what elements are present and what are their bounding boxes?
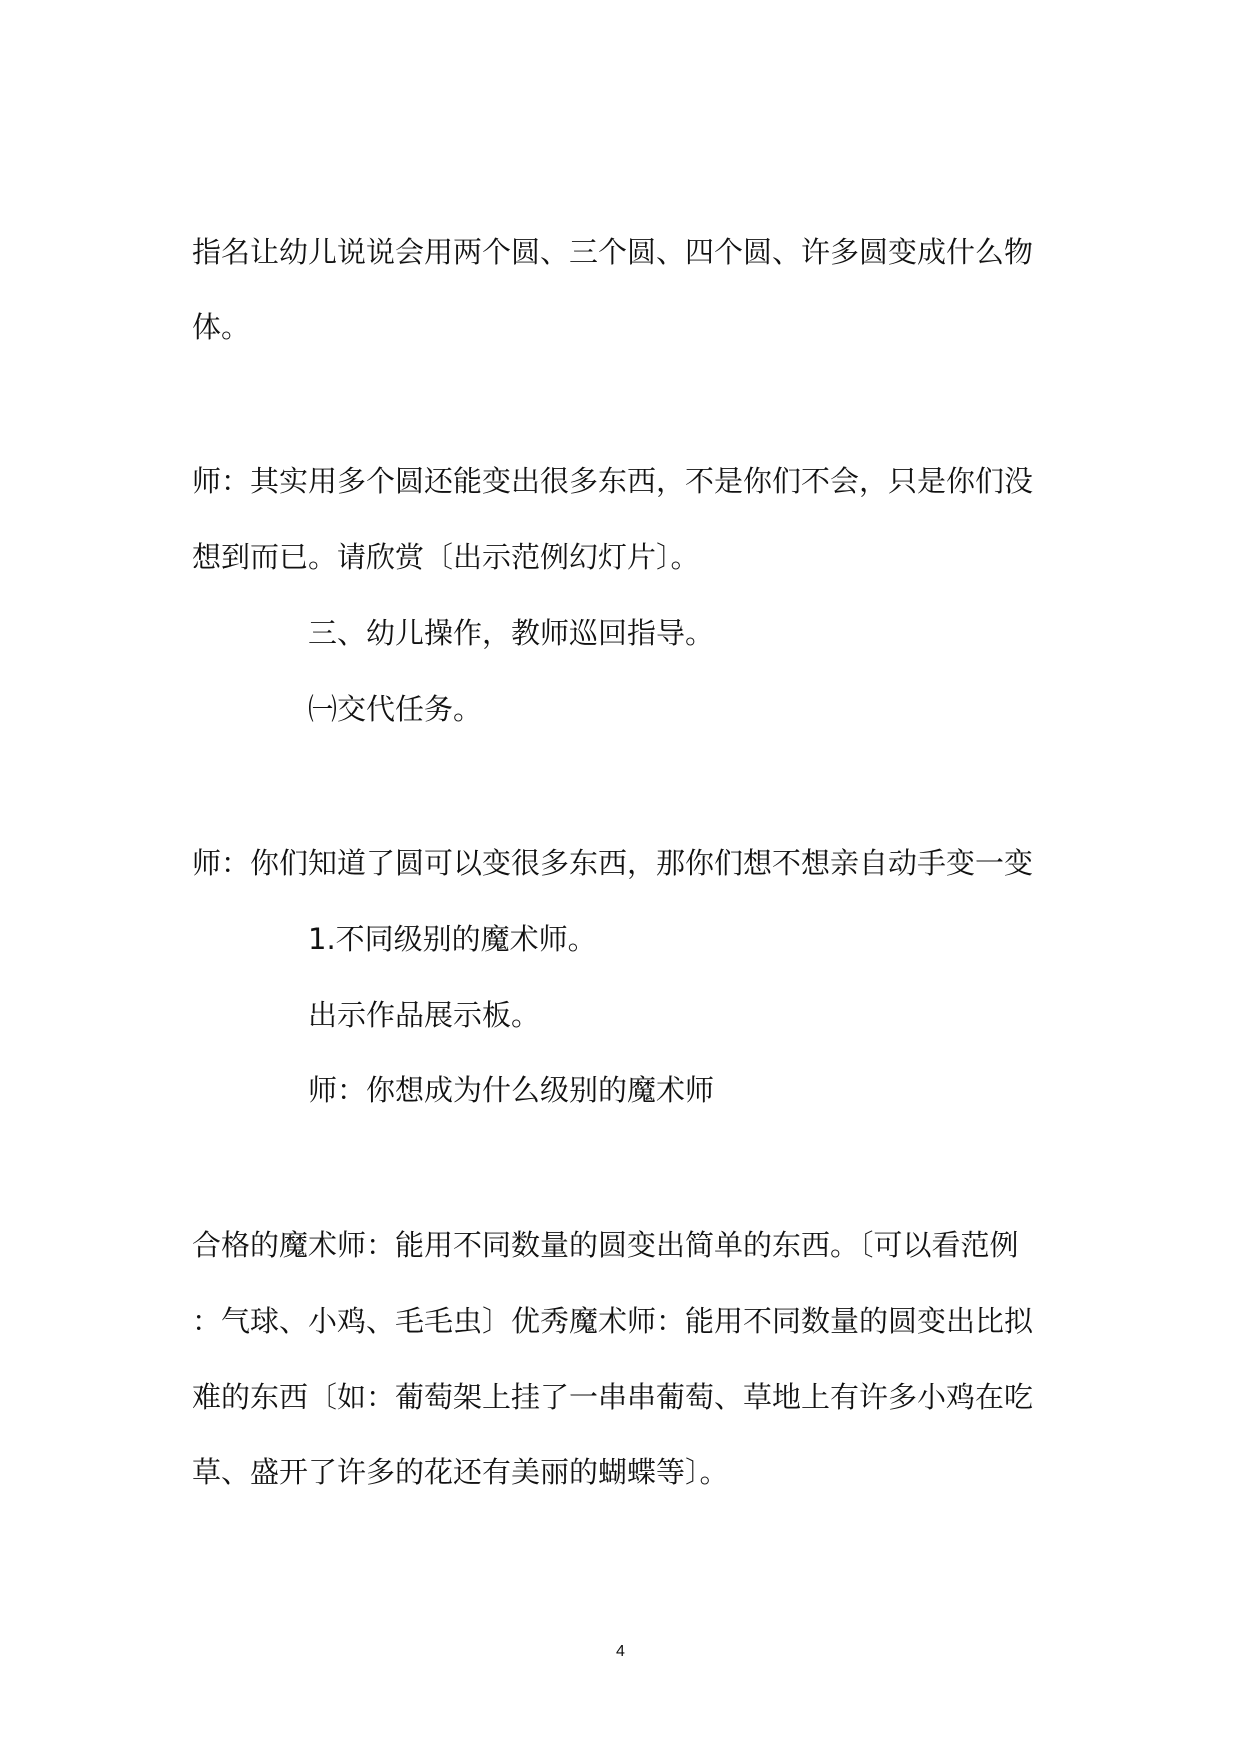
paragraph-line: ：气球、小鸡、毛毛虫〕优秀魔术师：能用不同数量的圆变出比拟 — [192, 1304, 1034, 1338]
paragraph-line: 想到而已。请欣赏〔出示范例幻灯片〕。 — [192, 540, 700, 574]
paragraph-line: 指名让幼儿说说会用两个圆、三个圆、四个圆、许多圆变成什么物 — [192, 235, 1034, 269]
paragraph-line: 师：你想成为什么级别的魔术师 — [308, 1073, 715, 1107]
paragraph-line: 体。 — [192, 310, 251, 344]
section-heading: 三、幼儿操作，教师巡回指导。 — [308, 616, 715, 650]
paragraph-line: 师：其实用多个圆还能变出很多东西，不是你们不会，只是你们没 — [192, 464, 1034, 498]
paragraph-line: 合格的魔术师：能用不同数量的圆变出简单的东西。〔可以看范例 — [192, 1228, 1019, 1262]
page-number: 4 — [616, 1643, 625, 1660]
paragraph-line: 出示作品展示板。 — [308, 998, 541, 1032]
subsection-heading: ㈠交代任务。 — [308, 692, 483, 726]
paragraph-line: 难的东西〔如：葡萄架上挂了一串串葡萄、草地上有许多小鸡在吃 — [192, 1380, 1034, 1414]
list-item: 1.不同级别的魔术师。 — [308, 922, 597, 956]
paragraph-line: 师：你们知道了圆可以变很多东西，那你们想不想亲自动手变一变 — [192, 846, 1034, 880]
paragraph-line: 草、盛开了许多的花还有美丽的蝴蝶等〕。 — [192, 1455, 729, 1489]
